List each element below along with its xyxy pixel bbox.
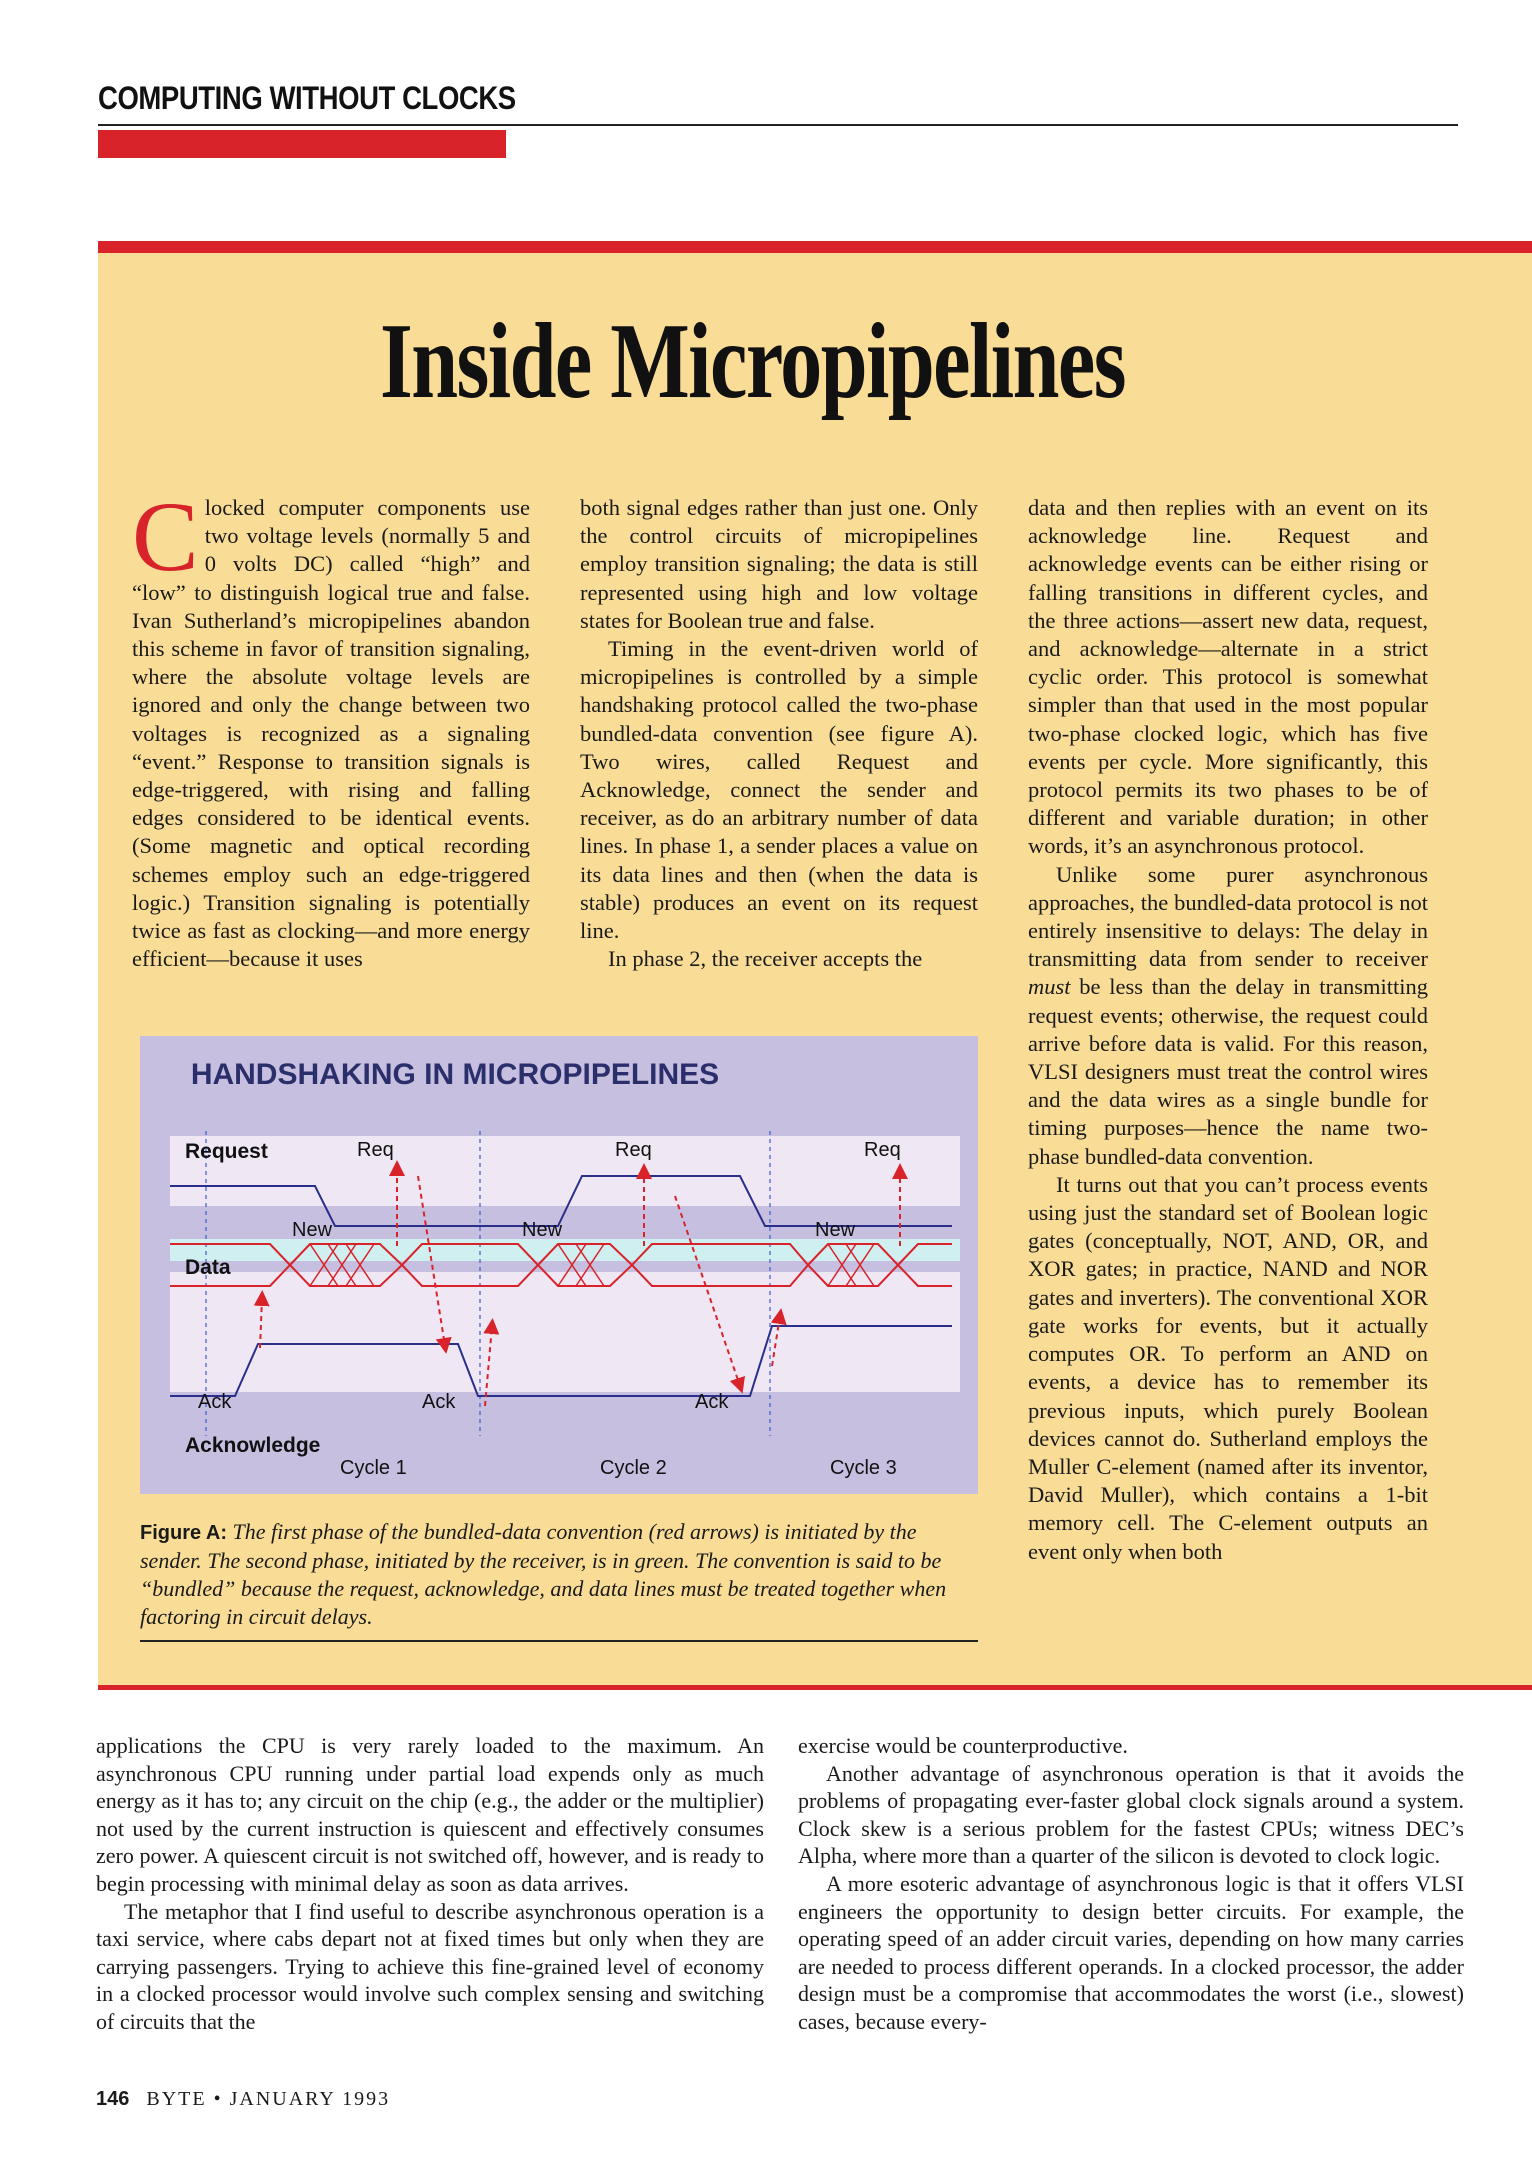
label-req-3: Req xyxy=(864,1139,901,1161)
ack-band xyxy=(170,1272,960,1392)
body-column-right xyxy=(798,1732,1464,2036)
footer-bullet: • xyxy=(213,2088,223,2110)
sidebar-top-rule xyxy=(98,241,1532,253)
page-number: 146 xyxy=(96,2088,130,2110)
header-accent-bar xyxy=(98,130,506,158)
body-right-paragraph-3: A more esoteric advantage of asynchronous logic is that it offers VLSI engineers the opportunity to design better circuits. For example, the operating speed of an adder circuit varies, depending on how many carries are needed to process different operands. In a clocked processor, the adder design must be a compromise that accommodates the worst (i.e., slowest) cases, because every- xyxy=(798,1870,1464,2034)
label-new-3: New xyxy=(815,1219,856,1241)
col3-paragraph-2a: Unlike some purer asynchronous approaches, the bundled-data protocol is not entirely insensitive to delays: The delay in transmitting data from sender to receiver xyxy=(1028,861,1428,972)
col3-paragraph-2 xyxy=(1028,861,1428,1171)
page-footer xyxy=(96,2088,390,2111)
label-new-2: New xyxy=(522,1219,563,1241)
label-cycle-1: Cycle 1 xyxy=(340,1457,407,1479)
caption-text: The first phase of the bundled-data convention (red arrows) is initiated by the sender. The second phase, initiated by the receiver, is in green. The convention is said to be “bundled” because the request, acknowledge, and data lines must be treated together when factoring in circuit delays. xyxy=(140,1519,947,1629)
timing-diagram xyxy=(140,1036,978,1494)
header-rule xyxy=(98,124,1458,126)
sidebar-bottom-rule xyxy=(98,1685,1532,1690)
label-ack-3: Ack xyxy=(695,1391,729,1413)
col3-paragraph-3: It turns out that you can’t process events using just the standard set of Boolean logic gates (conceptually, NOT, AND, OR, and XOR gates; in practice, NAND and NOR gates and inverters). The conventional XOR gate works for events, but it actually computes OR. To perform an AND on events, a device has to remember its previous inputs, which purely Boolean devices cannot do. Sutherland employs the Muller C-element (named after its inventor, David Muller), which contains a 1-bit memory cell. The C-element outputs an event only when both xyxy=(1028,1171,1428,1564)
col2-paragraph-1: both signal edges rather than just one. Only the control circuits of micropipelines employ transition signaling; the data is still represented using high and low voltage states for Boolean true and false. xyxy=(580,495,978,633)
col2-paragraph-2: Timing in the event-driven world of micropipelines is controlled by a simple handshaking protocol called the two-phase bundled-data convention (see figure A). Two wires, called Request and Acknowledge, connect the sender and receiver, as do an arbitrary number of data lines. In phase 1, a sender places a value on its data lines and then (when the data is stable) produces an event on its request line. xyxy=(580,636,978,944)
body-column-left xyxy=(96,1732,764,2036)
label-new-1: New xyxy=(292,1219,333,1241)
figure-title: HANDSHAKING IN MICROPIPELINES xyxy=(190,1058,720,1091)
sidebar-column-3 xyxy=(1028,494,1428,1566)
label-req-2: Req xyxy=(615,1139,652,1161)
request-band xyxy=(170,1136,960,1206)
body-right-paragraph-2: Another advantage of asynchronous operation is that it avoids the problems of propagating ever-faster global clock signals around a system. Clock skew is a serious problem for the fastest CPUs; witness DEC’s Alpha, where more than a quarter of the silicon is devoted to clock logic. xyxy=(798,1760,1464,1869)
label-acknowledge: Acknowledge xyxy=(185,1434,321,1457)
col2-paragraph-3: In phase 2, the receiver accepts the xyxy=(608,946,923,972)
label-cycle-2: Cycle 2 xyxy=(600,1457,667,1479)
sidebar-column-1 xyxy=(132,481,530,973)
drop-cap: C xyxy=(132,481,199,592)
label-request: Request xyxy=(185,1140,268,1163)
body-left-paragraph-2: The metaphor that I find useful to describe asynchronous operation is a taxi service, where cabs depart not at fixed times but only when they are carrying passengers. Trying to achieve this fine-grained level of economy in a clocked processor would involve such complex sensing and switching of circuits that the xyxy=(96,1898,764,2034)
caption-label: Figure A: xyxy=(140,1522,228,1544)
sidebar-column-2 xyxy=(580,494,978,973)
label-ack-2: Ack xyxy=(422,1391,456,1413)
col3-paragraph-2b: be less than the delay in transmitting request events; otherwise, the request could arrive before data is valid. For this reason, VLSI designers must treat the control wires and the data wires as a single bundle for timing purposes—hence the name two-phase bundled-data convention. xyxy=(1028,974,1428,1169)
col3-paragraph-1: data and then replies with an event on its acknowledge line. Request and acknowledge events can be either rising or falling transitions in different cycles, and the three actions—assert new data, request, and acknowledge—alternate in a strict cyclic order. This protocol is somewhat simpler than that used in the most popular two-phase clocked logic, which has five events per cycle. More significantly, this protocol permits its two phases to be of different and variable duration; in other words, it’s an asynchronous protocol. xyxy=(1028,495,1428,859)
label-req-1: Req xyxy=(357,1139,394,1161)
label-ack-1: Ack xyxy=(198,1391,232,1413)
issue-date: JANUARY 1993 xyxy=(229,2088,391,2110)
magazine-name: BYTE xyxy=(146,2088,207,2110)
data-band-top xyxy=(170,1239,960,1261)
caption-rule xyxy=(140,1640,978,1642)
col3-emphasis: must xyxy=(1028,974,1071,1000)
sidebar-title: Inside Micropipelines xyxy=(380,302,1125,421)
section-heading: COMPUTING WITHOUT CLOCKS xyxy=(98,80,516,116)
body-left-paragraph-1: applications the CPU is very rarely loaded to the maximum. An asynchronous CPU running under partial load expends only as much energy as it has to; any circuit on the chip (e.g., the adder or the multiplier) not used by the current instruction is quiescent and effectively consumes zero power. A quiescent circuit is not switched off, however, and is ready to begin processing with minimal delay as soon as data arrives. xyxy=(96,1733,764,1896)
figure-caption xyxy=(140,1518,980,1631)
body-right-paragraph-1: exercise would be counterproductive. xyxy=(798,1733,1128,1758)
label-cycle-3: Cycle 3 xyxy=(830,1457,897,1479)
label-data: Data xyxy=(185,1256,231,1279)
col1-paragraph-1: locked computer components use two voltage levels (normally 5 and 0 volts DC) called “high” and “low” to distinguish logical true and false. Ivan Sutherland’s micropipelines abandon this scheme in favor of transition signaling, where the absolute voltage levels are ignored and only the change between two voltages is recognized as a signaling “event.” Response to transition signals is edge-triggered, with rising and falling edges considered to be identical events. (Some magnetic and optical recording schemes employ such an edge-triggered logic.) Transition signaling is potentially twice as fast as clocking—and more energy efficient—because it uses xyxy=(132,495,530,972)
